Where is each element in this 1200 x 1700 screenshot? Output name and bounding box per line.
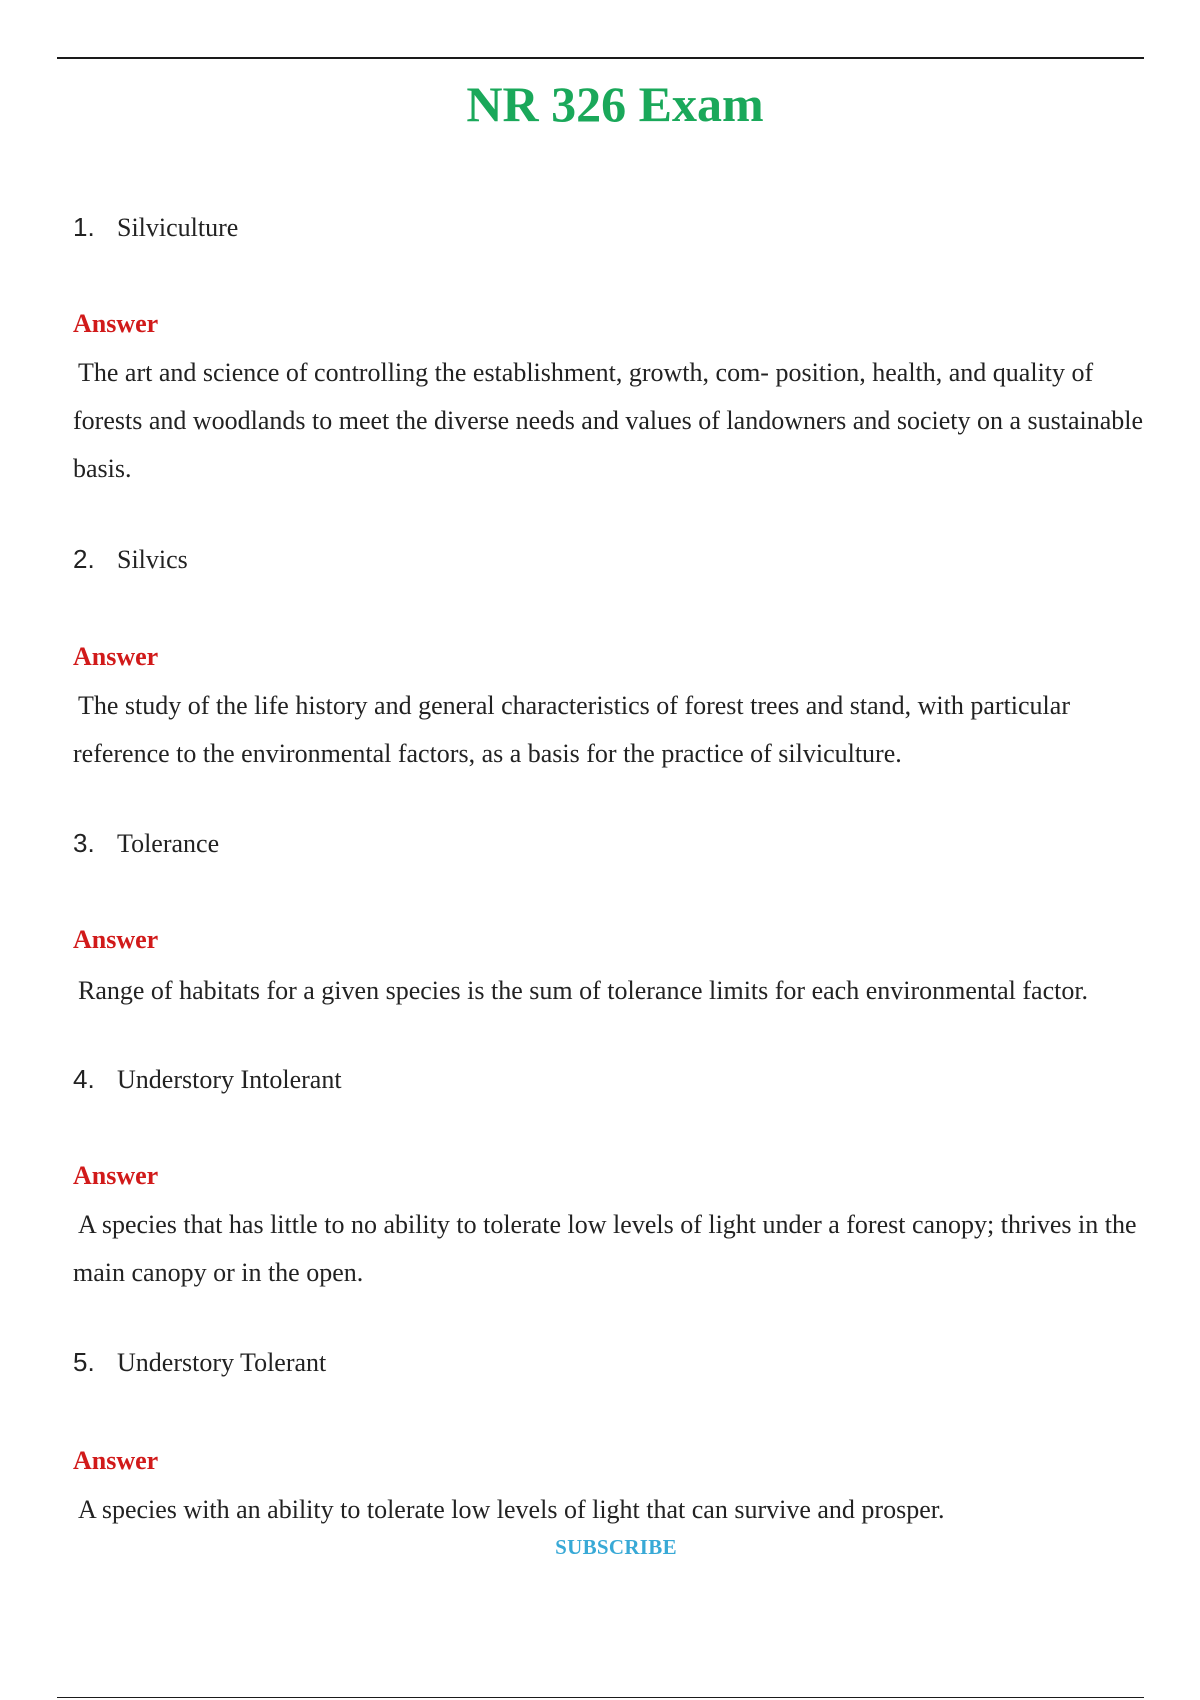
question-5: [73, 1346, 326, 1379]
question-1: [73, 211, 238, 244]
answer-text: The study of the life history and general characteristics of forest trees and stand, with particular reference to the environmental factors, as a basis for the practice of silviculture.: [73, 691, 1070, 768]
question-2: [73, 543, 188, 576]
question-term: Understory Intolerant: [117, 1065, 342, 1094]
subscribe-link[interactable]: SUBSCRIBE: [555, 1535, 677, 1559]
page-title: NR 326 Exam: [466, 76, 764, 132]
answer-label: Answer: [73, 642, 159, 671]
question-3: [73, 827, 219, 860]
question-term: Silviculture: [117, 213, 239, 242]
question-number: 4.: [73, 1064, 95, 1094]
answer-text: Range of habitats for a given species is the sum of tolerance limits for each environmental factor.: [78, 976, 1089, 1005]
question-4: [73, 1063, 342, 1096]
answer-text: A species with an ability to tolerate low levels of light that can survive and prosper.: [78, 1495, 945, 1524]
answer-text: The art and science of controlling the establishment, growth, com- position, health, and quality of forests and woodlands to meet the diverse needs and values of landowners and society on a sustainable basis.: [73, 358, 1144, 483]
question-number: 3.: [73, 828, 95, 858]
question-number: 1.: [73, 212, 95, 242]
answer-label: Answer: [73, 1161, 159, 1190]
answer-label: Answer: [73, 309, 159, 338]
answer-label: Answer: [73, 925, 159, 954]
question-term: Understory Tolerant: [117, 1348, 327, 1377]
answer-label: Answer: [73, 1446, 159, 1475]
answer-text: A species that has little to no ability to tolerate low levels of light under a forest canopy; thrives in the main canopy or in the open.: [73, 1210, 1137, 1287]
question-number: 2.: [73, 544, 95, 574]
question-term: Silvics: [117, 545, 188, 574]
bottom-rule: [57, 1697, 1144, 1698]
question-number: 5.: [73, 1347, 95, 1377]
question-term: Tolerance: [117, 829, 220, 858]
